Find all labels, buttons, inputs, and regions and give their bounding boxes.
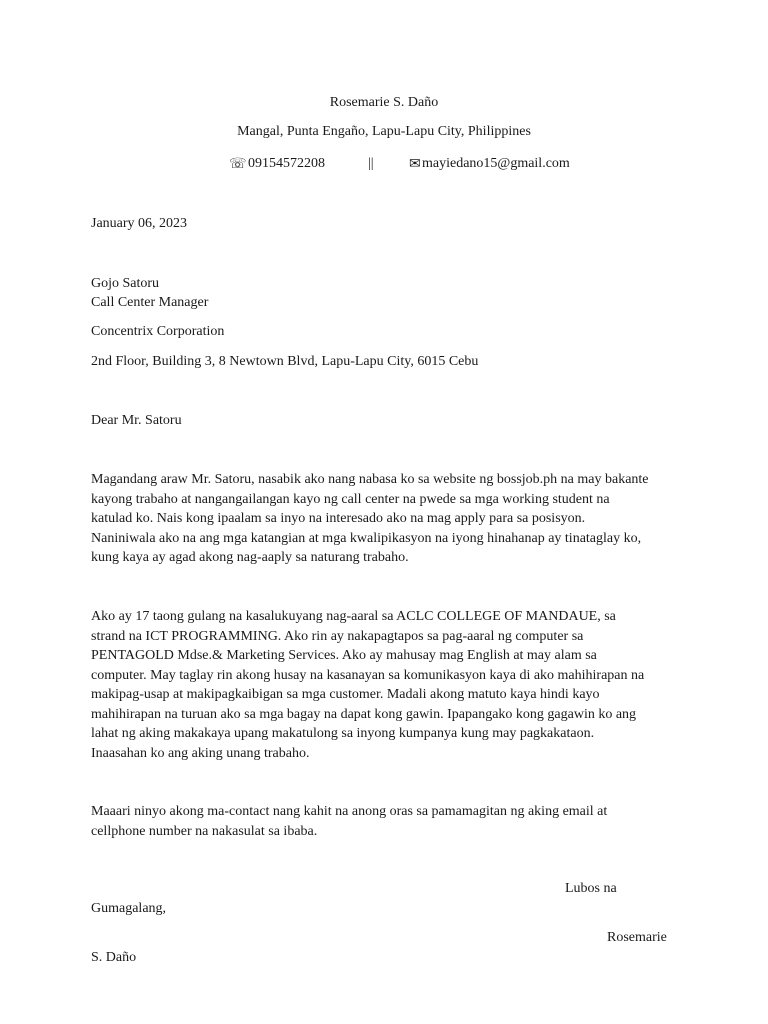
recipient-title: Call Center Manager bbox=[91, 295, 209, 310]
contact-line bbox=[0, 156, 768, 174]
body-paragraph-3: Maaari ninyo akong ma-contact nang kahit na anong oras sa pamamagitan ng aking email at cellphone number na nakasulat sa ibaba. bbox=[91, 804, 608, 839]
closing-line-2: Gumagalang, bbox=[91, 901, 167, 916]
recipient-address: 2nd Floor, Building 3, 8 Newtown Blvd, Lapu-Lapu City, 6015 Cebu bbox=[91, 354, 479, 369]
sender-name: Rosemarie S. Daño bbox=[329, 95, 439, 110]
closing-line-1: Lubos na bbox=[565, 881, 617, 896]
body-paragraph-2: Ako ay 17 taong gulang na kasalukuyang nag-aaral sa ACLC COLLEGE OF MANDAUE, sa strand na ICT PROGRAMMING. Ako rin ay nakapagtapos sa pag-aaral ng computer sa PENTAGOLD Mdse.& Marketing Services. Ako ay mahusay mag English at may alam sa computer. May taglay rin akong husay na kasanayan sa komunikasyon kaya di ako mahihirapan na makipag-usap at makipagkaibigan sa mga customer. Madali akong matuto kaya hindi kayo mahihirapan na turuan ako sa mga bagay na dapat kong gawin. Ipapangako kong gagawin ko ang lahat ng aking makakaya upang makatulong sa inyong kumpanya kung may pagkakataon. Inaasahan ko ang aking unang trabaho. bbox=[91, 609, 645, 761]
signature-line-2: S. Daño bbox=[91, 950, 137, 965]
email-icon: ✉ bbox=[409, 157, 421, 172]
letter-date: January 06, 2023 bbox=[91, 216, 188, 231]
body-paragraph-1: Magandang araw Mr. Satoru, nasabik ako nang nabasa ko sa website ng bossjob.ph na may bakante kayong trabaho at nangangailangan kayo ng call center na pwede sa mga working student na katulad ko. Nais kong ipaalam sa inyo na interesado ako na mag apply para sa posisyon. Naniniwala ako na ang mga katangian at mga kwalipikasyon na iyong hinahanap ay tinataglay ko, kung kaya ay agad akong nag-aaply sa naturang trabaho. bbox=[91, 472, 649, 565]
signature-line-1: Rosemarie bbox=[607, 930, 667, 945]
phone-number: 09154572208 bbox=[248, 156, 325, 171]
contact-separator: || bbox=[368, 156, 374, 171]
email-address: mayiedano15@gmail.com bbox=[422, 156, 570, 171]
recipient-company: Concentrix Corporation bbox=[91, 324, 225, 339]
recipient-name: Gojo Satoru bbox=[91, 276, 160, 291]
sender-address: Mangal, Punta Engaño, Lapu-Lapu City, Philippines bbox=[237, 124, 531, 139]
salutation: Dear Mr. Satoru bbox=[91, 413, 182, 428]
phone-icon: ☏ bbox=[229, 157, 247, 172]
